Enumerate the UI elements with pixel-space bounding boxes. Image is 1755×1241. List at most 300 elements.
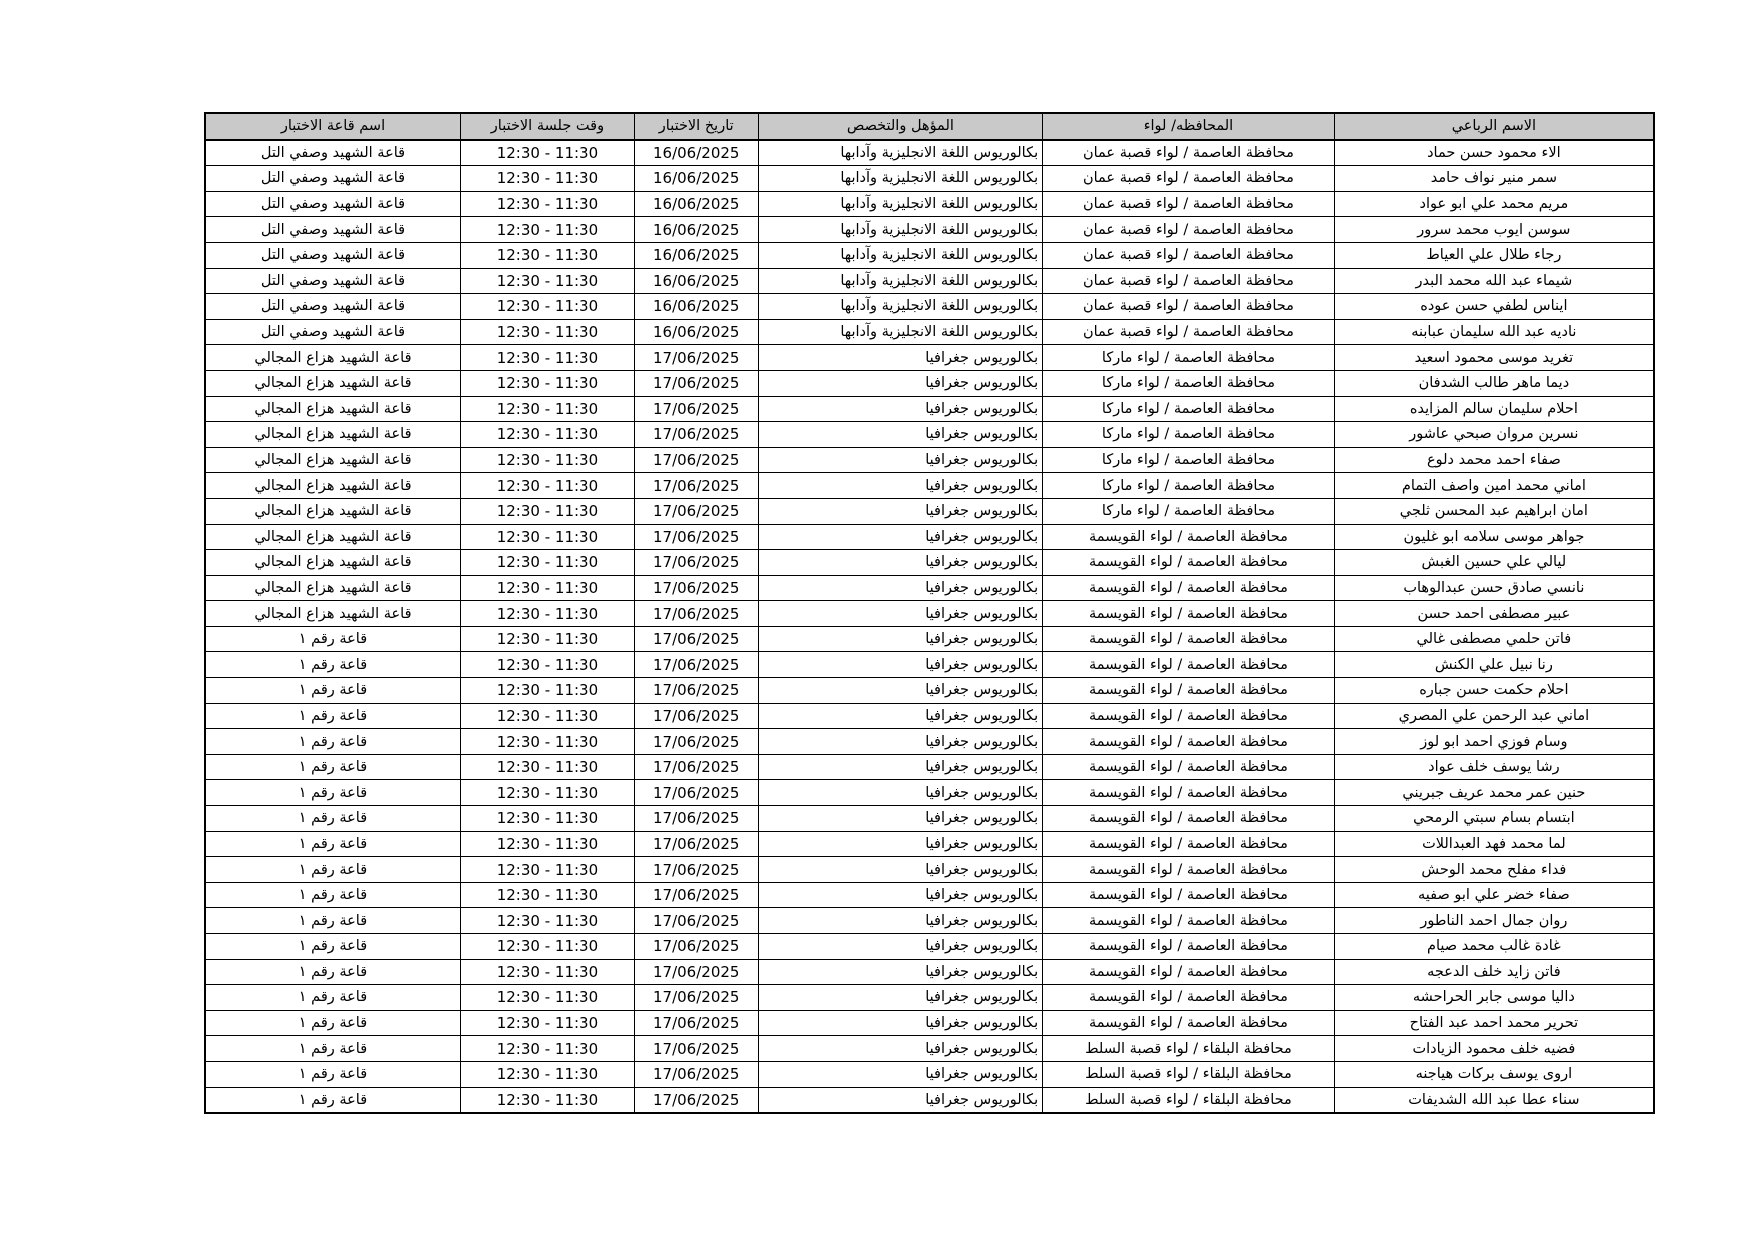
cell-exam-date-text: 17/06/2025 <box>653 630 740 649</box>
cell-exam-date <box>634 703 758 729</box>
cell-exam-date <box>634 1061 758 1087</box>
cell-exam-date <box>634 908 758 934</box>
cell-exam-time-text: 12:30 - 11:30 <box>496 604 599 623</box>
table-row <box>205 396 1654 422</box>
cell-exam-date-text: 17/06/2025 <box>653 1090 740 1109</box>
cell-exam-time <box>460 294 634 320</box>
cell-exam-date-text: 17/06/2025 <box>653 834 740 853</box>
cell-full-name: تغريد موسى محمود اسعيد <box>1334 345 1654 371</box>
table-row <box>205 857 1654 883</box>
cell-exam-time <box>460 242 634 268</box>
cell-exam-date <box>634 396 758 422</box>
cell-exam-hall: قاعة الشهيد هزاع المجالي <box>205 345 460 371</box>
cell-exam-hall: قاعة الشهيد وصفي التل <box>205 319 460 345</box>
cell-qualification: بكالوريوس جغرافيا <box>758 806 1043 832</box>
cell-exam-time <box>460 550 634 576</box>
cell-exam-date <box>634 447 758 473</box>
cell-exam-hall: قاعة رقم ١ <box>205 857 460 883</box>
cell-exam-time-text: 12:30 - 11:30 <box>496 143 599 162</box>
cell-exam-time-text: 12:30 - 11:30 <box>496 169 599 188</box>
cell-governorate: محافظة العاصمة / لواء قصبة عمان <box>1043 217 1335 243</box>
table-row <box>205 652 1654 678</box>
cell-exam-hall: قاعة رقم ١ <box>205 959 460 985</box>
header-full-name: الاسم الرباعي <box>1334 113 1654 140</box>
table-row <box>205 191 1654 217</box>
cell-full-name: احلام سليمان سالم المزايده <box>1334 396 1654 422</box>
cell-exam-date <box>634 780 758 806</box>
table-row <box>205 242 1654 268</box>
cell-exam-hall: قاعة الشهيد وصفي التل <box>205 140 460 166</box>
header-row <box>205 113 1654 140</box>
cell-exam-hall: قاعة رقم ١ <box>205 1087 460 1113</box>
cell-full-name: ابتسام بسام سبتي الرمحي <box>1334 806 1654 832</box>
cell-exam-time <box>460 601 634 627</box>
cell-exam-date <box>634 140 758 166</box>
cell-governorate: محافظة البلقاء / لواء قصبة السلط <box>1043 1087 1335 1113</box>
cell-governorate: محافظة العاصمة / لواء القويسمة <box>1043 754 1335 780</box>
cell-exam-hall: قاعة الشهيد هزاع المجالي <box>205 473 460 499</box>
header-exam-time: وقت جلسة الاختبار <box>460 113 634 140</box>
cell-full-name: غادة غالب محمد صيام <box>1334 934 1654 960</box>
cell-exam-time-text: 12:30 - 11:30 <box>496 758 599 777</box>
cell-qualification: بكالوريوس جغرافيا <box>758 447 1043 473</box>
cell-exam-hall: قاعة الشهيد هزاع المجالي <box>205 370 460 396</box>
table-row <box>205 575 1654 601</box>
cell-qualification: بكالوريوس جغرافيا <box>758 934 1043 960</box>
cell-exam-date-text: 16/06/2025 <box>653 143 740 162</box>
cell-exam-date <box>634 626 758 652</box>
table-row <box>205 934 1654 960</box>
cell-qualification: بكالوريوس اللغة الانجليزية وآدابها <box>758 166 1043 192</box>
cell-exam-date-text: 17/06/2025 <box>653 655 740 674</box>
cell-qualification: بكالوريوس جغرافيا <box>758 575 1043 601</box>
table-row <box>205 601 1654 627</box>
cell-governorate: محافظة العاصمة / لواء القويسمة <box>1043 729 1335 755</box>
cell-exam-time <box>460 908 634 934</box>
cell-governorate: محافظة العاصمة / لواء ماركا <box>1043 447 1335 473</box>
cell-governorate: محافظة العاصمة / لواء القويسمة <box>1043 882 1335 908</box>
cell-exam-date-text: 16/06/2025 <box>653 195 740 214</box>
cell-exam-time-text: 12:30 - 11:30 <box>496 451 599 470</box>
table-row <box>205 217 1654 243</box>
cell-exam-hall: قاعة الشهيد هزاع المجالي <box>205 396 460 422</box>
cell-exam-date-text: 16/06/2025 <box>653 323 740 342</box>
cell-exam-time-text: 12:30 - 11:30 <box>496 911 599 930</box>
cell-qualification: بكالوريوس جغرافيا <box>758 882 1043 908</box>
cell-exam-date <box>634 934 758 960</box>
cell-governorate: محافظة العاصمة / لواء ماركا <box>1043 498 1335 524</box>
cell-exam-date-text: 17/06/2025 <box>653 758 740 777</box>
cell-exam-hall: قاعة رقم ١ <box>205 882 460 908</box>
cell-exam-date <box>634 166 758 192</box>
cell-exam-time <box>460 1061 634 1087</box>
cell-exam-time-text: 12:30 - 11:30 <box>496 502 599 521</box>
cell-governorate: محافظة العاصمة / لواء قصبة عمان <box>1043 242 1335 268</box>
cell-exam-date-text: 17/06/2025 <box>653 1039 740 1058</box>
header-exam-date: تاريخ الاختبار <box>634 113 758 140</box>
cell-full-name: صفاء احمد محمد دلوع <box>1334 447 1654 473</box>
cell-exam-date <box>634 217 758 243</box>
cell-full-name: سوسن ايوب محمد سرور <box>1334 217 1654 243</box>
cell-exam-hall: قاعة الشهيد وصفي التل <box>205 294 460 320</box>
cell-full-name: حنين عمر محمد عريف جبريني <box>1334 780 1654 806</box>
cell-exam-hall: قاعة رقم ١ <box>205 806 460 832</box>
cell-exam-date-text: 17/06/2025 <box>653 348 740 367</box>
cell-qualification: بكالوريوس جغرافيا <box>758 1010 1043 1036</box>
cell-exam-time <box>460 319 634 345</box>
cell-full-name: عبير مصطفى احمد حسن <box>1334 601 1654 627</box>
cell-exam-date-text: 17/06/2025 <box>653 860 740 879</box>
cell-full-name: امان ابراهيم عبد المحسن ثلجي <box>1334 498 1654 524</box>
cell-qualification: بكالوريوس جغرافيا <box>758 831 1043 857</box>
table-row <box>205 268 1654 294</box>
cell-governorate: محافظة البلقاء / لواء قصبة السلط <box>1043 1061 1335 1087</box>
cell-full-name: اماني عبد الرحمن علي المصري <box>1334 703 1654 729</box>
cell-full-name: اماني محمد امين واصف التمام <box>1334 473 1654 499</box>
cell-exam-hall: قاعة رقم ١ <box>205 678 460 704</box>
cell-exam-date <box>634 882 758 908</box>
cell-exam-date-text: 17/06/2025 <box>653 937 740 956</box>
table-row <box>205 550 1654 576</box>
cell-exam-time <box>460 703 634 729</box>
table-row <box>205 1061 1654 1087</box>
cell-exam-date-text: 17/06/2025 <box>653 604 740 623</box>
cell-exam-time-text: 12:30 - 11:30 <box>496 527 599 546</box>
cell-exam-hall: قاعة الشهيد هزاع المجالي <box>205 498 460 524</box>
cell-governorate: محافظة العاصمة / لواء القويسمة <box>1043 601 1335 627</box>
cell-exam-time <box>460 370 634 396</box>
cell-qualification: بكالوريوس جغرافيا <box>758 959 1043 985</box>
cell-exam-time-text: 12:30 - 11:30 <box>496 220 599 239</box>
cell-governorate: محافظة العاصمة / لواء ماركا <box>1043 345 1335 371</box>
cell-exam-time-text: 12:30 - 11:30 <box>496 988 599 1007</box>
cell-exam-date <box>634 524 758 550</box>
cell-full-name: شيماء عبد الله محمد البدر <box>1334 268 1654 294</box>
cell-exam-time <box>460 217 634 243</box>
cell-exam-time-text: 12:30 - 11:30 <box>496 399 599 418</box>
table-row <box>205 959 1654 985</box>
table-row <box>205 345 1654 371</box>
cell-exam-hall: قاعة الشهيد وصفي التل <box>205 191 460 217</box>
cell-full-name: لما محمد فهد العبداللات <box>1334 831 1654 857</box>
cell-full-name: ديما ماهر طالب الشدفان <box>1334 370 1654 396</box>
cell-qualification: بكالوريوس جغرافيا <box>758 626 1043 652</box>
cell-governorate: محافظة العاصمة / لواء قصبة عمان <box>1043 166 1335 192</box>
cell-exam-date-text: 17/06/2025 <box>653 1065 740 1084</box>
cell-full-name: الاء محمود حسن حماد <box>1334 140 1654 166</box>
cell-exam-time <box>460 882 634 908</box>
cell-governorate: محافظة العاصمة / لواء ماركا <box>1043 370 1335 396</box>
cell-exam-hall: قاعة رقم ١ <box>205 626 460 652</box>
cell-full-name: سناء عطا عبد الله الشديفات <box>1334 1087 1654 1113</box>
cell-exam-date-text: 16/06/2025 <box>653 297 740 316</box>
cell-exam-time <box>460 678 634 704</box>
cell-exam-date <box>634 345 758 371</box>
cell-exam-date-text: 17/06/2025 <box>653 681 740 700</box>
cell-full-name: فضيه خلف محمود الزيادات <box>1334 1036 1654 1062</box>
cell-governorate: محافظة العاصمة / لواء ماركا <box>1043 473 1335 499</box>
cell-exam-time <box>460 422 634 448</box>
cell-full-name: فاتن حلمي مصطفى غالي <box>1334 626 1654 652</box>
cell-exam-hall: قاعة الشهيد وصفي التل <box>205 242 460 268</box>
cell-governorate: محافظة العاصمة / لواء قصبة عمان <box>1043 319 1335 345</box>
cell-exam-hall: قاعة رقم ١ <box>205 754 460 780</box>
cell-full-name: نانسي صادق حسن عبدالوهاب <box>1334 575 1654 601</box>
cell-governorate: محافظة العاصمة / لواء القويسمة <box>1043 934 1335 960</box>
cell-exam-date-text: 17/06/2025 <box>653 451 740 470</box>
cell-exam-date-text: 17/06/2025 <box>653 502 740 521</box>
cell-exam-date <box>634 268 758 294</box>
cell-exam-hall: قاعة الشهيد هزاع المجالي <box>205 601 460 627</box>
cell-exam-time-text: 12:30 - 11:30 <box>496 297 599 316</box>
cell-full-name: ايناس لطفي حسن عوده <box>1334 294 1654 320</box>
cell-full-name: فاتن زايد خلف الدعجه <box>1334 959 1654 985</box>
cell-exam-hall: قاعة رقم ١ <box>205 703 460 729</box>
cell-qualification: بكالوريوس جغرافيا <box>758 703 1043 729</box>
cell-governorate: محافظة العاصمة / لواء القويسمة <box>1043 780 1335 806</box>
cell-qualification: بكالوريوس جغرافيا <box>758 908 1043 934</box>
cell-exam-time-text: 12:30 - 11:30 <box>496 732 599 751</box>
cell-exam-date-text: 17/06/2025 <box>653 553 740 572</box>
cell-exam-date <box>634 319 758 345</box>
cell-qualification: بكالوريوس جغرافيا <box>758 729 1043 755</box>
cell-governorate: محافظة العاصمة / لواء القويسمة <box>1043 678 1335 704</box>
cell-exam-hall: قاعة رقم ١ <box>205 780 460 806</box>
cell-exam-date <box>634 857 758 883</box>
cell-exam-time-text: 12:30 - 11:30 <box>496 1065 599 1084</box>
cell-full-name: سمر منير نواف حامد <box>1334 166 1654 192</box>
cell-exam-time <box>460 959 634 985</box>
cell-exam-hall: قاعة الشهيد وصفي التل <box>205 217 460 243</box>
cell-exam-time-text: 12:30 - 11:30 <box>496 886 599 905</box>
header-qualification: المؤهل والتخصص <box>758 113 1043 140</box>
cell-exam-time <box>460 806 634 832</box>
cell-exam-time <box>460 831 634 857</box>
cell-governorate: محافظة العاصمة / لواء القويسمة <box>1043 550 1335 576</box>
cell-exam-hall: قاعة رقم ١ <box>205 1036 460 1062</box>
cell-governorate: محافظة العاصمة / لواء القويسمة <box>1043 806 1335 832</box>
table-row <box>205 1010 1654 1036</box>
cell-governorate: محافظة العاصمة / لواء القويسمة <box>1043 703 1335 729</box>
cell-exam-date-text: 16/06/2025 <box>653 271 740 290</box>
table-row <box>205 166 1654 192</box>
cell-governorate: محافظة العاصمة / لواء قصبة عمان <box>1043 191 1335 217</box>
header-governorate: المحافظه/ لواء <box>1043 113 1335 140</box>
cell-qualification: بكالوريوس جغرافيا <box>758 345 1043 371</box>
cell-exam-time-text: 12:30 - 11:30 <box>496 962 599 981</box>
cell-exam-time-text: 12:30 - 11:30 <box>496 681 599 700</box>
cell-full-name: ليالي علي حسين الغبش <box>1334 550 1654 576</box>
cell-exam-time <box>460 754 634 780</box>
cell-exam-date <box>634 754 758 780</box>
cell-exam-time <box>460 575 634 601</box>
cell-exam-date-text: 17/06/2025 <box>653 399 740 418</box>
cell-exam-date <box>634 831 758 857</box>
table-row <box>205 370 1654 396</box>
cell-exam-date <box>634 370 758 396</box>
table-row <box>205 626 1654 652</box>
exam-schedule-sheet <box>204 112 1655 1114</box>
cell-exam-time <box>460 934 634 960</box>
cell-exam-time-text: 12:30 - 11:30 <box>496 834 599 853</box>
cell-qualification: بكالوريوس جغرافيا <box>758 524 1043 550</box>
cell-governorate: محافظة العاصمة / لواء القويسمة <box>1043 626 1335 652</box>
cell-qualification: بكالوريوس اللغة الانجليزية وآدابها <box>758 268 1043 294</box>
table-row <box>205 1036 1654 1062</box>
cell-exam-time <box>460 780 634 806</box>
cell-exam-hall: قاعة الشهيد وصفي التل <box>205 268 460 294</box>
cell-exam-time <box>460 268 634 294</box>
cell-governorate: محافظة العاصمة / لواء ماركا <box>1043 422 1335 448</box>
cell-exam-date <box>634 985 758 1011</box>
cell-full-name: رنا نبيل علي الكنش <box>1334 652 1654 678</box>
table-row <box>205 319 1654 345</box>
cell-qualification: بكالوريوس جغرافيا <box>758 754 1043 780</box>
table-row <box>205 780 1654 806</box>
cell-governorate: محافظة العاصمة / لواء القويسمة <box>1043 652 1335 678</box>
cell-full-name: ناديه عبد الله سليمان عبابنه <box>1334 319 1654 345</box>
cell-exam-time-text: 12:30 - 11:30 <box>496 195 599 214</box>
cell-exam-date <box>634 473 758 499</box>
cell-governorate: محافظة العاصمة / لواء القويسمة <box>1043 575 1335 601</box>
cell-governorate: محافظة العاصمة / لواء ماركا <box>1043 396 1335 422</box>
cell-exam-date <box>634 550 758 576</box>
cell-exam-time-text: 12:30 - 11:30 <box>496 1039 599 1058</box>
cell-qualification: بكالوريوس اللغة الانجليزية وآدابها <box>758 191 1043 217</box>
table-row <box>205 703 1654 729</box>
cell-governorate: محافظة العاصمة / لواء القويسمة <box>1043 1010 1335 1036</box>
cell-qualification: بكالوريوس جغرافيا <box>758 1061 1043 1087</box>
cell-exam-date <box>634 729 758 755</box>
cell-exam-time-text: 12:30 - 11:30 <box>496 374 599 393</box>
cell-exam-time <box>460 729 634 755</box>
table-row <box>205 524 1654 550</box>
cell-exam-hall: قاعة الشهيد هزاع المجالي <box>205 575 460 601</box>
cell-exam-date <box>634 294 758 320</box>
cell-exam-time <box>460 626 634 652</box>
cell-exam-hall: قاعة رقم ١ <box>205 729 460 755</box>
cell-qualification: بكالوريوس جغرافيا <box>758 1087 1043 1113</box>
cell-qualification: بكالوريوس اللغة الانجليزية وآدابها <box>758 217 1043 243</box>
cell-exam-time-text: 12:30 - 11:30 <box>496 425 599 444</box>
cell-exam-date <box>634 959 758 985</box>
cell-qualification: بكالوريوس جغرافيا <box>758 422 1043 448</box>
cell-exam-time <box>460 985 634 1011</box>
cell-full-name: داليا موسى جابر الحراحشه <box>1334 985 1654 1011</box>
cell-exam-date <box>634 242 758 268</box>
cell-exam-date-text: 17/06/2025 <box>653 706 740 725</box>
cell-governorate: محافظة العاصمة / لواء قصبة عمان <box>1043 268 1335 294</box>
cell-exam-time-text: 12:30 - 11:30 <box>496 630 599 649</box>
cell-exam-time <box>460 1010 634 1036</box>
cell-exam-time-text: 12:30 - 11:30 <box>496 809 599 828</box>
cell-exam-time-text: 12:30 - 11:30 <box>496 476 599 495</box>
cell-exam-date-text: 17/06/2025 <box>653 374 740 393</box>
cell-exam-time <box>460 140 634 166</box>
cell-exam-date <box>634 498 758 524</box>
cell-qualification: بكالوريوس جغرافيا <box>758 601 1043 627</box>
cell-exam-date-text: 17/06/2025 <box>653 911 740 930</box>
cell-qualification: بكالوريوس جغرافيا <box>758 370 1043 396</box>
table-row <box>205 754 1654 780</box>
cell-exam-date <box>634 191 758 217</box>
cell-exam-hall: قاعة رقم ١ <box>205 1010 460 1036</box>
table-row <box>205 422 1654 448</box>
header-exam-hall: اسم قاعة الاختبار <box>205 113 460 140</box>
cell-governorate: محافظة العاصمة / لواء قصبة عمان <box>1043 294 1335 320</box>
cell-exam-date-text: 17/06/2025 <box>653 476 740 495</box>
cell-qualification: بكالوريوس اللغة الانجليزية وآدابها <box>758 242 1043 268</box>
cell-exam-date <box>634 601 758 627</box>
cell-full-name: اروى يوسف بركات هياجنه <box>1334 1061 1654 1087</box>
cell-exam-date-text: 17/06/2025 <box>653 1014 740 1033</box>
cell-exam-time <box>460 857 634 883</box>
cell-exam-time-text: 12:30 - 11:30 <box>496 706 599 725</box>
cell-qualification: بكالوريوس اللغة الانجليزية وآدابها <box>758 319 1043 345</box>
cell-exam-date-text: 16/06/2025 <box>653 169 740 188</box>
exam-schedule-table <box>204 112 1655 1114</box>
cell-exam-time-text: 12:30 - 11:30 <box>496 246 599 265</box>
table-row <box>205 908 1654 934</box>
cell-exam-time-text: 12:30 - 11:30 <box>496 348 599 367</box>
table-row <box>205 140 1654 166</box>
cell-qualification: بكالوريوس جغرافيا <box>758 1036 1043 1062</box>
cell-exam-time <box>460 345 634 371</box>
table-row <box>205 294 1654 320</box>
cell-exam-date <box>634 422 758 448</box>
cell-exam-time-text: 12:30 - 11:30 <box>496 655 599 674</box>
cell-exam-date-text: 16/06/2025 <box>653 220 740 239</box>
cell-full-name: روان جمال احمد الناطور <box>1334 908 1654 934</box>
cell-full-name: احلام حكمت حسن جباره <box>1334 678 1654 704</box>
table-body <box>205 140 1654 1114</box>
cell-exam-date <box>634 652 758 678</box>
table-row <box>205 678 1654 704</box>
cell-exam-time-text: 12:30 - 11:30 <box>496 578 599 597</box>
cell-exam-date-text: 17/06/2025 <box>653 527 740 546</box>
cell-full-name: تحرير محمد احمد عبد الفتاح <box>1334 1010 1654 1036</box>
cell-full-name: وسام فوزي احمد ابو لوز <box>1334 729 1654 755</box>
cell-exam-time-text: 12:30 - 11:30 <box>496 323 599 342</box>
cell-full-name: صفاء خضر علي ابو صفيه <box>1334 882 1654 908</box>
cell-exam-time <box>460 498 634 524</box>
cell-exam-time-text: 12:30 - 11:30 <box>496 937 599 956</box>
cell-exam-date-text: 17/06/2025 <box>653 578 740 597</box>
cell-exam-time <box>460 396 634 422</box>
cell-full-name: رشا يوسف خلف عواد <box>1334 754 1654 780</box>
table-row <box>205 729 1654 755</box>
table-row <box>205 473 1654 499</box>
cell-exam-date-text: 17/06/2025 <box>653 732 740 751</box>
cell-exam-hall: قاعة الشهيد هزاع المجالي <box>205 524 460 550</box>
cell-qualification: بكالوريوس جغرافيا <box>758 396 1043 422</box>
cell-qualification: بكالوريوس جغرافيا <box>758 473 1043 499</box>
cell-exam-time <box>460 473 634 499</box>
table-row <box>205 882 1654 908</box>
cell-qualification: بكالوريوس اللغة الانجليزية وآدابها <box>758 294 1043 320</box>
cell-governorate: محافظة العاصمة / لواء القويسمة <box>1043 959 1335 985</box>
cell-governorate: محافظة العاصمة / لواء القويسمة <box>1043 831 1335 857</box>
cell-exam-time-text: 12:30 - 11:30 <box>496 1014 599 1033</box>
cell-exam-time <box>460 1036 634 1062</box>
table-row <box>205 1087 1654 1113</box>
cell-exam-time <box>460 652 634 678</box>
cell-exam-hall: قاعة رقم ١ <box>205 1061 460 1087</box>
cell-governorate: محافظة العاصمة / لواء القويسمة <box>1043 857 1335 883</box>
cell-exam-hall: قاعة الشهيد هزاع المجالي <box>205 422 460 448</box>
cell-exam-date <box>634 678 758 704</box>
cell-full-name: رجاء طلال علي العياط <box>1334 242 1654 268</box>
